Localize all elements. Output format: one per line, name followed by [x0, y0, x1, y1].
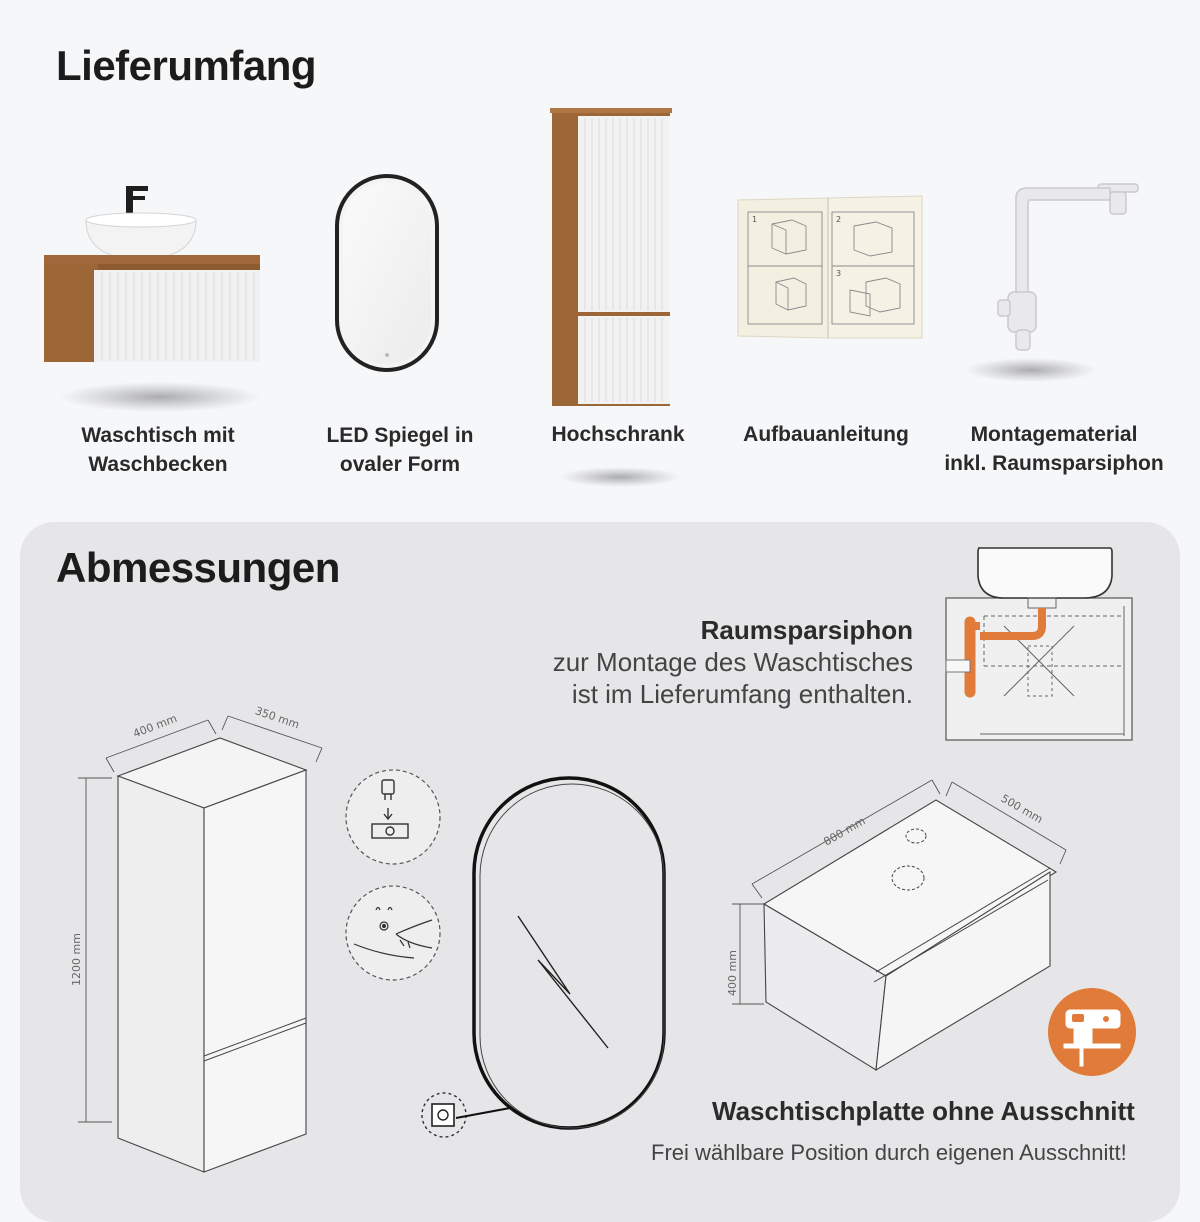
item-label-mirror: LED Spiegel in ovaler Form: [326, 424, 474, 476]
tall-width-label: 400 mm: [131, 711, 179, 741]
item-label-manual: Aufbauanleitung: [743, 423, 909, 446]
tall-cabinet-drawing: [66, 686, 336, 1176]
cabinet-shadow: [560, 467, 680, 487]
delivery-title: Lieferumfang: [56, 42, 317, 89]
siphon-shadow: [966, 358, 1096, 382]
manual-step-1: 1: [752, 215, 758, 224]
mirror-drawing: [470, 774, 670, 1134]
power-socket-icon: [420, 1088, 540, 1148]
vanity-depth-label: 500 mm: [998, 791, 1045, 827]
manual-step-2: 2: [836, 215, 842, 224]
countertop-note-subtitle: Frei wählbare Position durch eigenen Ausschnitt!: [651, 1140, 1127, 1165]
tall-depth-label: 350 mm: [253, 704, 302, 732]
tall-cabinet-product-image: [550, 108, 675, 408]
touch-sensor-icon: [344, 884, 442, 982]
siphon-product-image: [990, 180, 1140, 360]
manual-step-3: 3: [836, 269, 842, 278]
tall-height-label: 1200 mm: [70, 933, 83, 986]
siphon-note-text: zur Montage des Waschtisches ist im Lieferumfang enthalten.: [552, 647, 913, 709]
vanity-drawing: [720, 776, 1070, 1076]
vanity-width-label: 800 mm: [821, 814, 868, 849]
vanity-product-image: [40, 180, 270, 370]
item-label-mounting: Montagematerial inkl. Raumsparsiphon: [944, 423, 1164, 475]
plug-icon: [344, 768, 442, 866]
vanity-shadow: [60, 382, 260, 412]
item-label-vanity: Waschtisch mit Waschbecken: [81, 424, 235, 476]
countertop-note-title: Waschtischplatte ohne Ausschnitt: [712, 1096, 1135, 1126]
dimensions-title: Abmessungen: [56, 544, 340, 591]
jigsaw-icon: [1046, 986, 1138, 1078]
vanity-height-label: 400 mm: [726, 950, 739, 996]
siphon-diagram: [944, 546, 1139, 742]
mirror-product-image: [335, 174, 441, 374]
manual-product-image: [736, 194, 926, 342]
siphon-note-title: Raumsparsiphon: [700, 615, 913, 645]
item-label-tall-cabinet: Hochschrank: [551, 423, 685, 446]
